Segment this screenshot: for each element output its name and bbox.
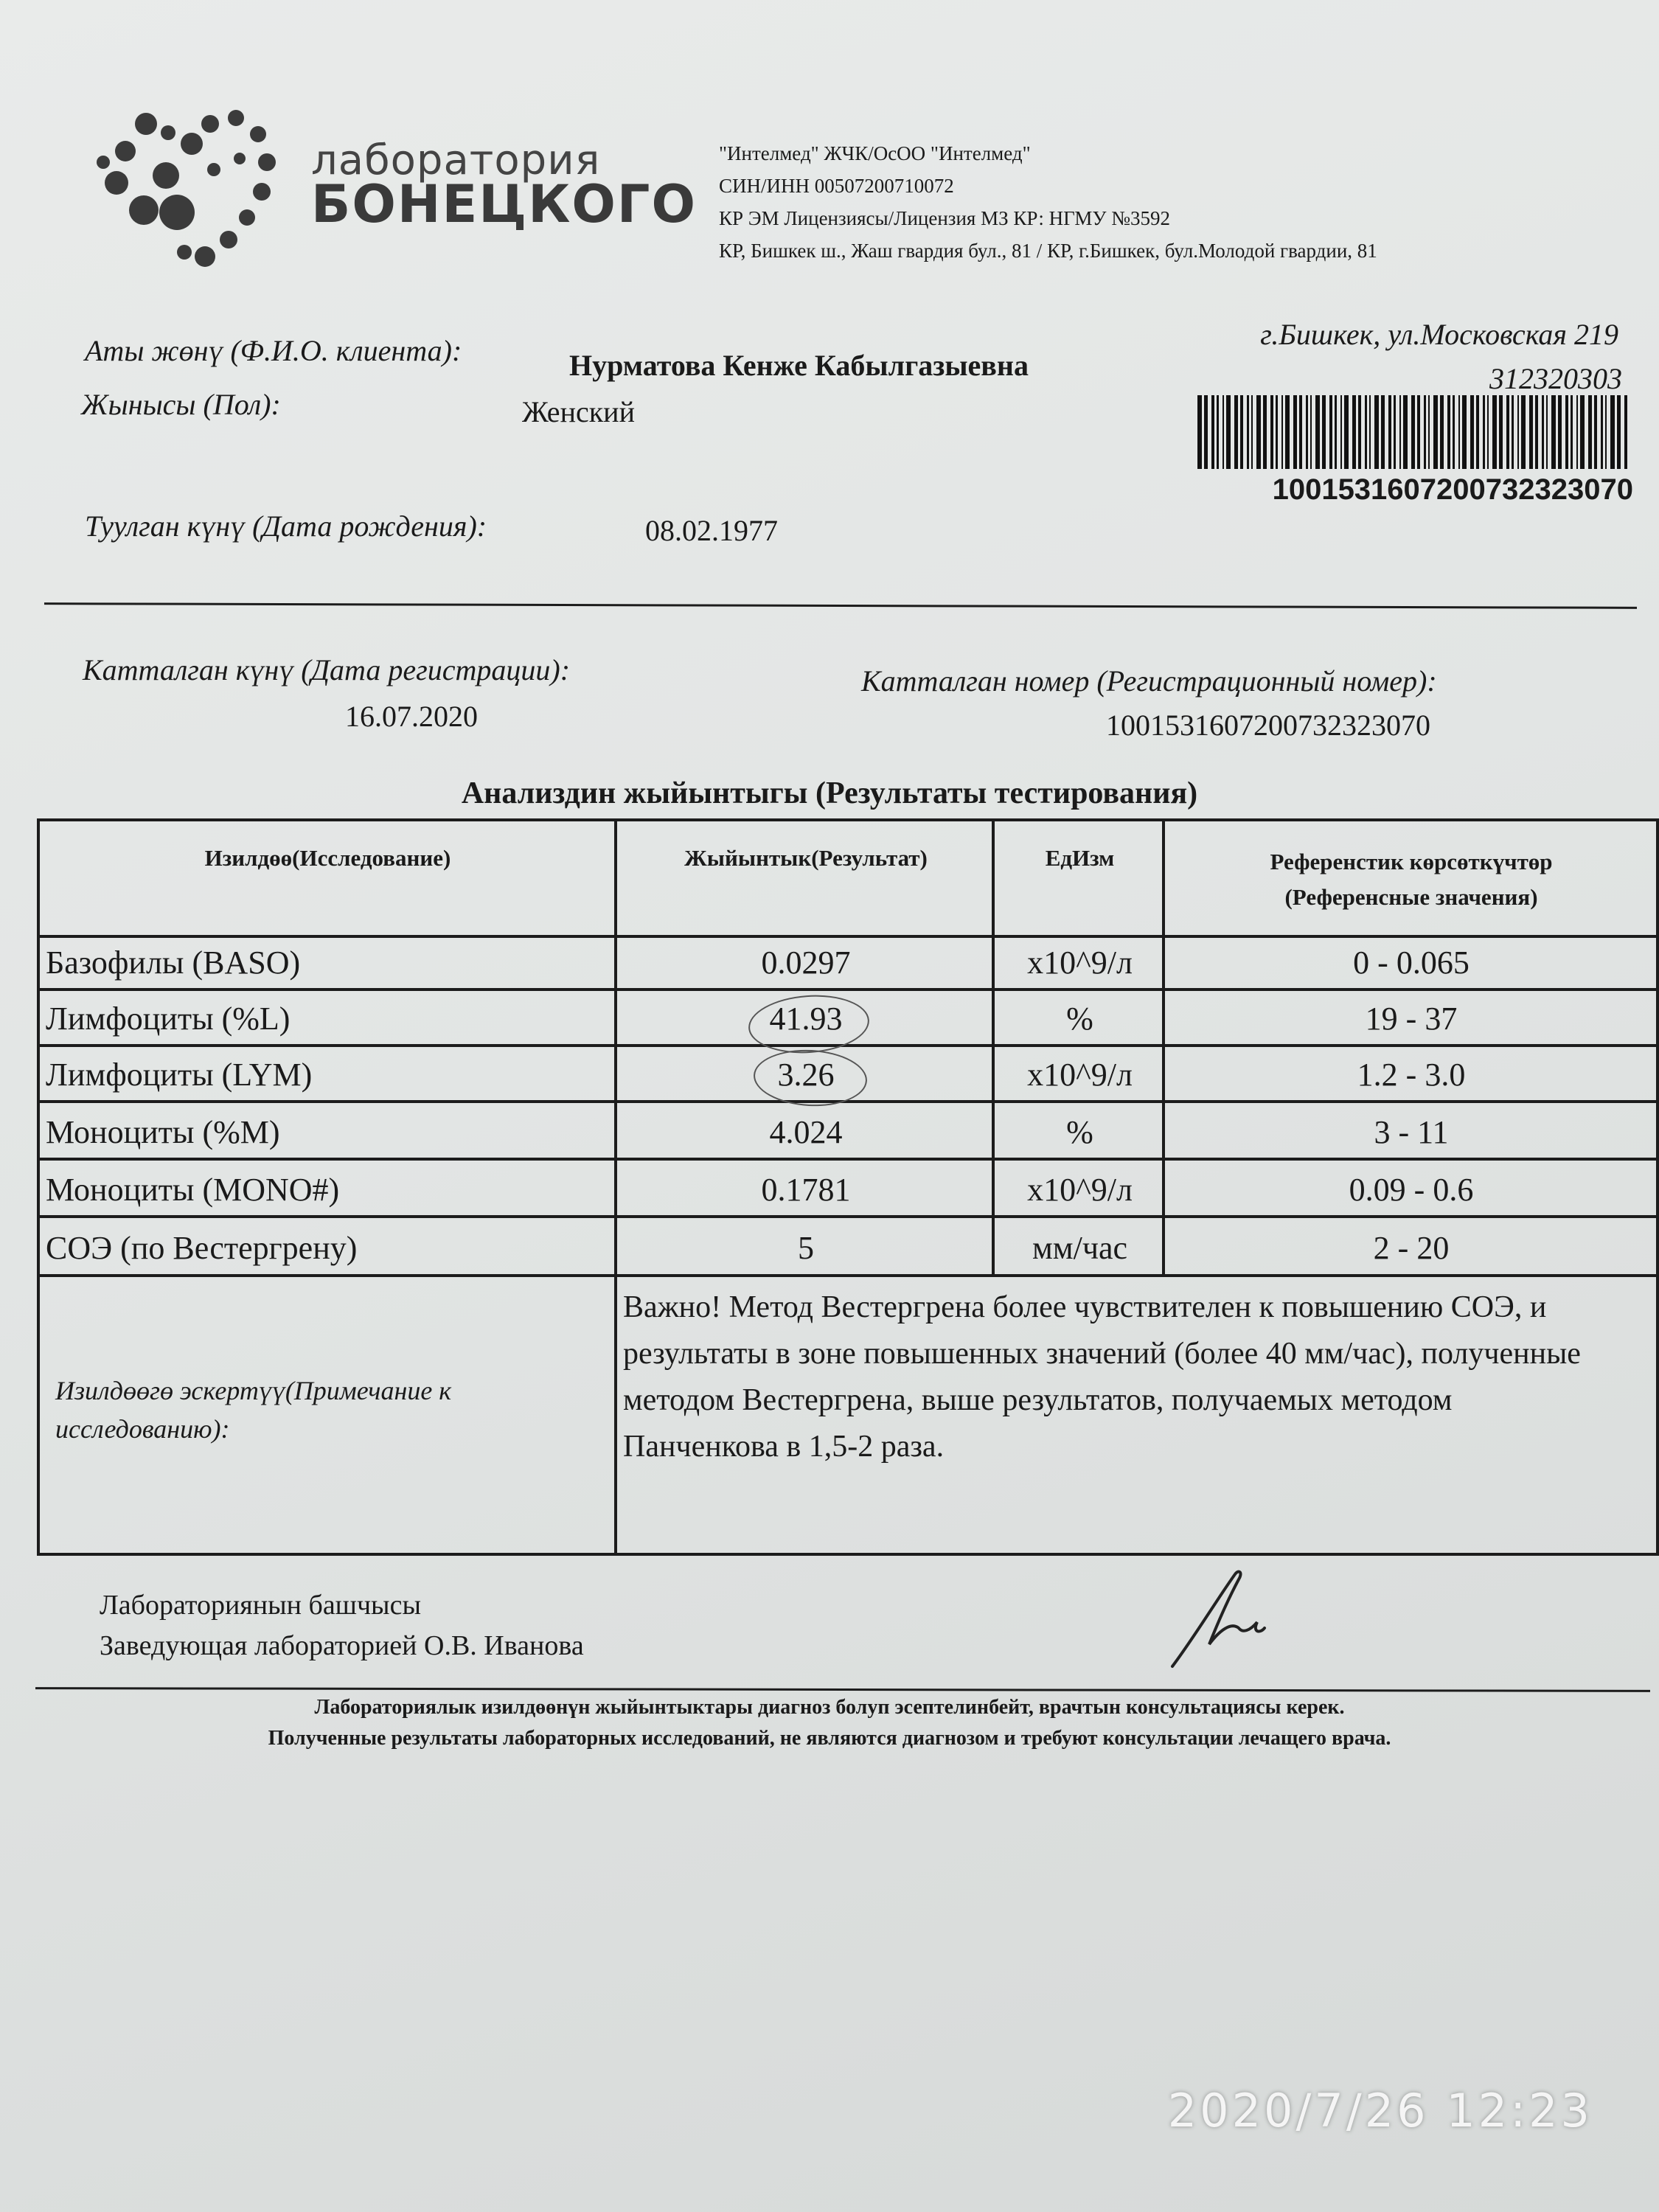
handwritten-signature-icon: [1165, 1563, 1268, 1674]
row-unit: %: [1066, 1114, 1093, 1150]
row-test-name: Лимфоциты (LYM): [46, 1057, 313, 1093]
patient-sex-label: Жынысы (Пол):: [81, 388, 281, 421]
header-reference: [1165, 844, 1658, 915]
barcode-number: 1001531607200732323070: [1272, 473, 1633, 506]
row-unit: %: [1066, 1001, 1093, 1037]
company-line: "Интелмед" ЖЧК/ОсОО "Интелмед": [719, 142, 1031, 164]
row-result: 4.024: [769, 1114, 843, 1150]
header-result: Жыйынтык(Результат): [684, 845, 928, 871]
signature-name: Заведующая лабораторией О.В. Иванова: [100, 1630, 584, 1661]
row-result: 0.1781: [761, 1172, 851, 1208]
patient-name-label: Аты жөнү (Ф.И.О. клиента):: [85, 334, 462, 367]
row-reference: 0.09 - 0.6: [1349, 1172, 1474, 1208]
branch-code: 312320303: [1489, 362, 1622, 395]
logo-text-bottom: БОНЕЦКОГО: [311, 174, 698, 234]
patient-name: Нурматова Кенже Кабылгазыевна: [569, 349, 1029, 382]
row-unit: x10^9/л: [1027, 945, 1133, 981]
lab-logo-icon: [74, 88, 288, 273]
row-unit: x10^9/л: [1027, 1057, 1133, 1093]
barcode-icon: [1197, 395, 1632, 469]
patient-sex: Женский: [522, 395, 635, 428]
note-label: Изилдөөгө эскертүү(Примечание к исследованию):: [55, 1376, 452, 1444]
row-result: 5: [798, 1230, 814, 1266]
header-reference-line2: (Референсные значения): [1284, 884, 1538, 910]
row-reference: 1.2 - 3.0: [1357, 1057, 1466, 1093]
registration-date-label: Катталган күнү (Дата регистрации):: [83, 653, 571, 686]
row-test-name: СОЭ (по Вестергрену): [46, 1230, 358, 1266]
registration-number-label: Катталган номер (Регистрационный номер):: [861, 664, 1437, 698]
header-divider: [44, 602, 1637, 609]
logo-text-top: лаборатория: [311, 136, 601, 184]
company-line: СИН/ИНН 00507200710072: [719, 175, 954, 197]
disclaimer-line2: Полученные результаты лабораторных исследований, не являются диагнозом и требуют консультации лечащего врача.: [268, 1727, 1391, 1750]
row-reference: 3 - 11: [1374, 1114, 1449, 1150]
company-line: КР, Бишкек ш., Жаш гвардия бул., 81 / КР, г.Бишкек, бул.Молодой гвардии, 81: [719, 240, 1377, 262]
row-unit: x10^9/л: [1027, 1172, 1133, 1208]
row-test-name: Базофилы (BASO): [46, 945, 301, 981]
row-result: 3.26: [777, 1057, 835, 1093]
patient-dob: 08.02.1977: [645, 514, 778, 547]
photo-timestamp: 2020/7/26 12:23: [1167, 2084, 1593, 2138]
signature-title: Лабораториянын башчысы: [100, 1590, 421, 1621]
row-reference: 0 - 0.065: [1353, 945, 1470, 981]
registration-date: 16.07.2020: [345, 700, 478, 733]
footer-divider: [35, 1687, 1650, 1692]
row-reference: 19 - 37: [1365, 1001, 1458, 1037]
note-text: Важно! Метод Вестергрена более чувствителен к повышению СОЭ, и результаты в зоне повышенных значений (более 40 мм/час), полученные методом Вестергрена, выше результатов, получаемых методом Панченкова в 1,5-2 раза.: [623, 1290, 1581, 1464]
branch-address: г.Бишкек, ул.Московская 219: [1260, 318, 1618, 351]
row-test-name: Моноциты (MONO#): [46, 1172, 340, 1208]
header-unit: ЕдИзм: [1045, 845, 1115, 871]
row-test-name: Моноциты (%M): [46, 1114, 280, 1150]
row-test-name: Лимфоциты (%L): [46, 1001, 291, 1037]
company-line: КР ЭМ Лицензиясы/Лицензия МЗ КР: НГМУ №3592: [719, 207, 1171, 229]
header-test: Изилдөө(Исследование): [204, 845, 451, 871]
results-title: Анализдин жыйынтыгы (Результаты тестирования): [461, 776, 1198, 810]
row-result: 0.0297: [761, 945, 851, 981]
registration-number: 1001531607200732323070: [1106, 709, 1430, 742]
row-reference: 2 - 20: [1373, 1230, 1450, 1266]
row-unit: мм/час: [1032, 1230, 1128, 1266]
header-reference-line1: Референстик көрсөткүчтөр: [1270, 849, 1553, 874]
disclaimer-line1: Лабораториялык изилдөөнүн жыйынтыктары диагноз болуп эсептелинбейт, врачтын консультациясы керек.: [314, 1696, 1345, 1719]
company-info: [719, 137, 1589, 267]
patient-dob-label: Туулган күнү (Дата рождения):: [85, 509, 487, 543]
row-result: 41.93: [769, 1001, 843, 1037]
